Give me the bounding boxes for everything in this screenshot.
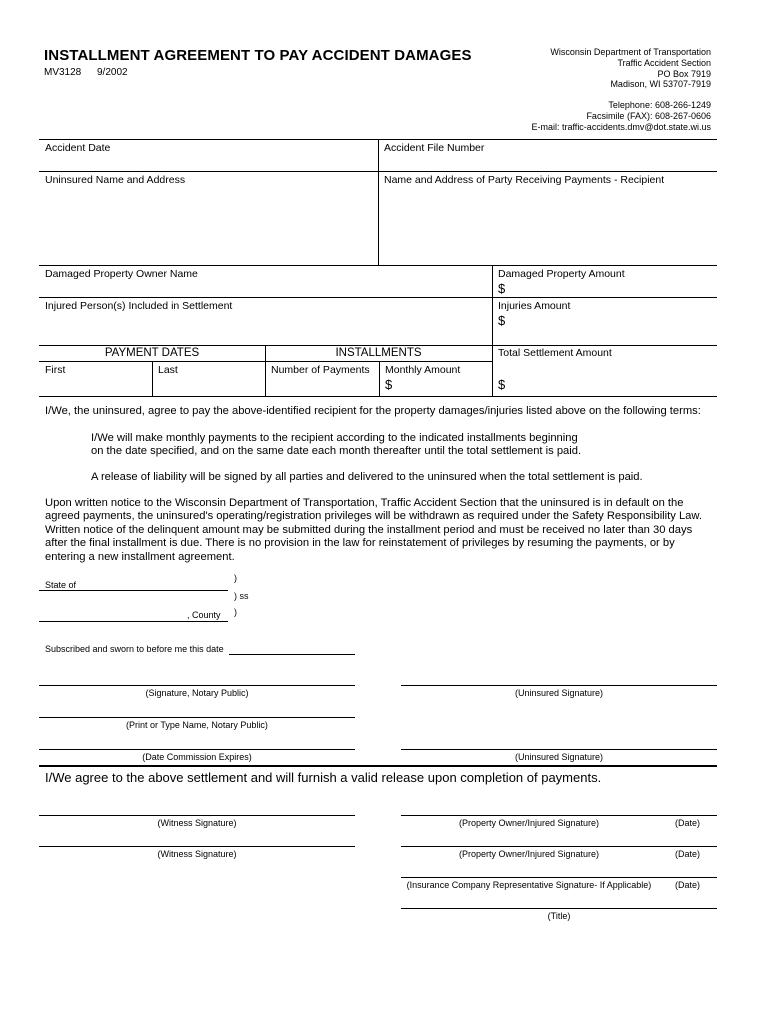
notary-signature-line[interactable] [39,685,355,686]
form-title: INSTALLMENT AGREEMENT TO PAY ACCIDENT DAMAGES [44,47,472,64]
title-label: (Title) [547,911,571,921]
form-revision-date: 9/2002 [97,67,128,78]
term-line: I/We will make monthly payments to the recipient according to the indicated installments beginning [91,432,578,444]
uninsured-signature-label: (Uninsured Signature) [514,752,604,762]
state-of-label: State of [45,580,77,590]
form-bottom-rule [39,396,717,397]
venue-paren: ) [234,607,237,617]
injured-persons-label: Injured Person(s) Included in Settlement [45,300,233,312]
grid-divider [152,361,153,396]
grid-rule [39,361,492,362]
title-line[interactable] [401,908,717,909]
section-divider [39,765,717,767]
accident-file-number-label: Accident File Number [384,142,485,154]
county-label: , County [187,610,221,620]
term-line: on the date specified, and on the same date each month thereafter until the total settlement is paid. [91,445,582,458]
owner-signature-line[interactable] [401,815,717,816]
grid-rule [39,297,717,298]
agreement-intro: I/We, the uninsured, agree to pay the above-identified recipient for the property damages/injuries listed above on the following terms: [45,405,701,417]
recipient-name-address-label: Name and Address of Party Receiving Payments - Recipient [384,174,665,186]
owner-signature-label: (Property Owner/Injured Signature) [458,849,600,859]
uninsured-name-address-label: Uninsured Name and Address [45,174,186,186]
first-payment-label: First [45,364,66,376]
dollar-sign: $ [498,281,506,296]
release-term: A release of liability will be signed by all parties and delivered to the uninsured when the total settlement is paid. [91,471,643,483]
uninsured-signature-line[interactable] [401,685,717,686]
venue-ss: ) ss [234,591,249,601]
grid-rule [39,345,717,346]
notary-name-label: (Print or Type Name, Notary Public) [126,720,268,730]
insurance-signature-line[interactable] [401,877,717,878]
notary-name-line[interactable] [39,717,355,718]
form-number: MV3128 [44,67,82,78]
agency-telephone: Telephone: 608-266-1249 [608,100,711,111]
agency-line: Wisconsin Department of Transportation [550,47,711,57]
settlement-agreement: I/We agree to the above settlement and will furnish a valid release upon completion of payments. [45,770,602,785]
subscribed-date-line[interactable] [229,654,355,655]
insurance-signature-label: (Insurance Company Representative Signature- If Applicable) [406,880,652,890]
agency-line: Traffic Accident Section [617,57,711,68]
grid-divider [492,265,493,396]
date-label: (Date) [675,818,701,828]
default-notice [45,497,702,564]
last-payment-label: Last [158,364,178,376]
dollar-sign: $ [498,313,506,328]
witness-signature-label: (Witness Signature) [157,818,237,828]
grid-divider [379,361,380,396]
damaged-amount-label: Damaged Property Amount [498,268,625,280]
witness-signature-line[interactable] [39,846,355,847]
state-of-line[interactable] [39,590,228,591]
dollar-sign: $ [385,377,393,392]
agency-address [531,47,711,133]
agency-line: PO Box 7919 [657,68,711,79]
uninsured-signature-label: (Uninsured Signature) [514,688,604,698]
notary-signature-label: (Signature, Notary Public) [145,688,249,698]
injuries-amount-label: Injuries Amount [498,300,571,312]
monthly-payments-term [91,432,581,459]
notice-line: entering a new installment agreement. [45,550,235,563]
notice-line: Upon written notice to the Wisconsin Department of Transportation, Traffic Accident Section that the uninsured is in default on the [45,497,684,509]
agency-email: E-mail: traffic-accidents.dmv@dot.state.wi.us [531,121,711,132]
owner-signature-line[interactable] [401,846,717,847]
notice-line: agreed payments, the uninsured's operating/registration privileges will be withdrawn as required under the Safety Responsibility Law. [45,510,702,523]
date-label: (Date) [675,880,701,890]
date-label: (Date) [675,849,701,859]
owner-signature-label: (Property Owner/Injured Signature) [458,818,600,828]
grid-divider [265,345,266,396]
total-settlement-label: Total Settlement Amount [498,347,612,359]
monthly-amount-label: Monthly Amount [385,364,461,376]
agency-line: Madison, WI 53707-7919 [610,79,711,90]
venue-paren: ) [234,573,237,583]
uninsured-signature-line[interactable] [401,749,717,750]
notice-line: after the final installment is due. There is no provision in the law for reinstatement of privileges by resuming the payments, or by [45,537,675,550]
grid-rule [39,171,717,172]
county-line[interactable] [39,621,228,622]
commission-label: (Date Commission Expires) [142,752,252,762]
accident-date-label: Accident Date [45,142,111,154]
grid-rule [39,265,717,266]
notice-line: Written notice of the delinquent amount may be submitted during the installment period and must be received no later than 30 days [45,523,693,536]
number-of-payments-label: Number of Payments [271,364,370,376]
installments-heading: INSTALLMENTS [335,347,422,359]
grid-divider [378,139,379,265]
agency-fax: Facsimile (FAX): 608-267-0606 [586,110,711,121]
subscribed-label: Subscribed and sworn to before me this date [45,644,224,654]
damaged-owner-name-label: Damaged Property Owner Name [45,268,198,280]
dollar-sign: $ [498,377,506,392]
payment-dates-heading: PAYMENT DATES [104,347,200,359]
witness-signature-line[interactable] [39,815,355,816]
witness-signature-label: (Witness Signature) [157,849,237,859]
commission-line[interactable] [39,749,355,750]
